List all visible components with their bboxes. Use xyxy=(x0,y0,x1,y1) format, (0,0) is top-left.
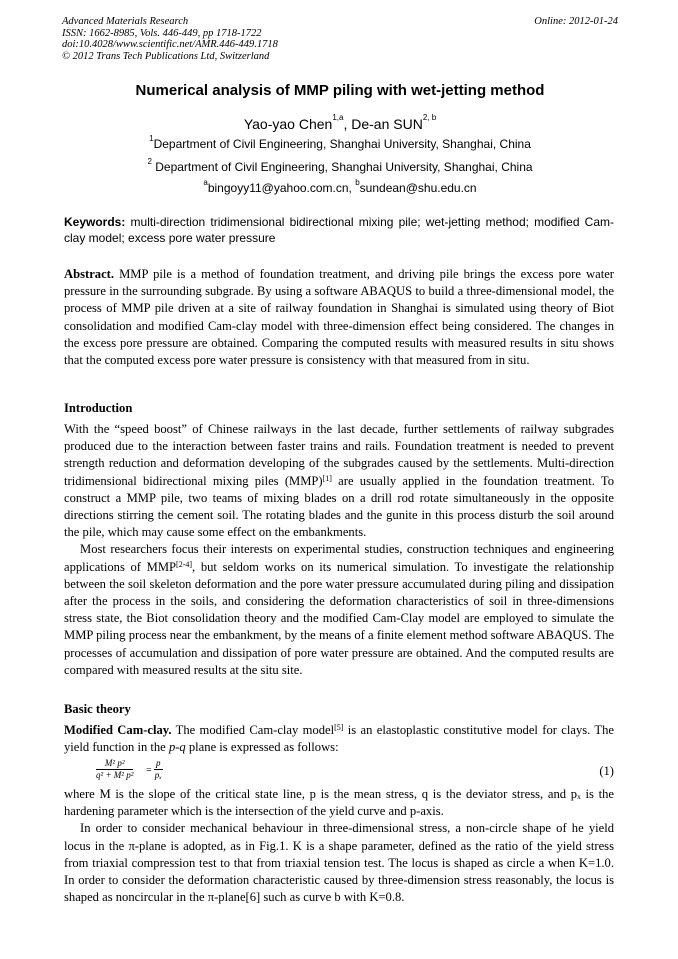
paragraph-text: With the “speed boost” of Chinese railways in the last decade, further settlements of railway subgrades produced due to the interaction between faster trains and rails. Foundation treatment is needed to prevent strength reduction and deformation developing of the subgrades caused by the settlements. Multi-direction tridimensional bidirectional mixing piles (MMP) xyxy=(64,422,614,488)
author-superscript: 2, b xyxy=(422,113,437,122)
issn-line: ISSN: 1662-8985, Vols. 446-449, pp 1718-1722 xyxy=(62,27,262,39)
pq-plane-label: p-q xyxy=(168,740,186,755)
equation-lhs-denominator: q² + M² p² xyxy=(96,770,134,780)
equation-number: (1) xyxy=(599,764,614,778)
paragraph-text: is an elastoplastic constitutive model for clays. The yield function in the xyxy=(64,723,614,755)
affiliation-text: Department of Civil Engineering, Shanghai University, Shanghai, China xyxy=(151,160,533,174)
paragraph-text: plane is expressed as follows: xyxy=(185,740,339,755)
author-name: Yao-yao Chen xyxy=(243,116,333,132)
author-line xyxy=(62,113,618,132)
equation-rhs-fraction xyxy=(154,758,163,781)
abstract xyxy=(64,266,614,369)
citation[interactable]: [5] xyxy=(334,723,344,732)
email-address[interactable]: sundean@shu.edu.cn xyxy=(359,181,477,195)
email-marker: b xyxy=(355,178,360,187)
email-line xyxy=(62,178,618,195)
paragraph: where M is the slope of the critical state line, p is the mean stress, q is the deviator stress, and pₓ is the hardening parameter which is the intersection of the yield curve and p-axis. xyxy=(64,787,614,819)
author-name: De-an SUN xyxy=(351,116,423,132)
paragraph xyxy=(64,541,614,679)
equation-equals: = xyxy=(146,765,152,776)
keywords xyxy=(64,214,614,246)
subsection-label: Modified Cam-clay. xyxy=(64,723,172,737)
equation-rhs-numerator: p xyxy=(156,758,161,768)
paragraph xyxy=(64,421,614,541)
journal-header xyxy=(62,16,618,62)
paragraph-text: , but seldom works on its numerical simulation. To investigate the relationship between the soil skeleton deformation and the pore water pressure accumulated during piling and dissipation after the process in the soils, and considering the deformation characteristics of soil in three-dimensions stress state, the Biot consolidation theory and the modified Cam-Clay model are employed to simulate the MMP piling process near the embankment, by the means of a finite element method software ABAQUS. The processes of accumulation and dissipation of pore water pressure are obtained. And the computed results are compared with measured results at the situ site. xyxy=(64,559,615,677)
journal-name: Advanced Materials Research xyxy=(62,16,189,27)
equation-1 xyxy=(96,756,614,786)
doi-line: doi:10.4028/www.scientific.net/AMR.446-449.1718 xyxy=(62,39,278,50)
affiliation-1 xyxy=(62,134,618,151)
abstract-text: MMP pile is a method of foundation treatment, and driving pile brings the excess pore water pressure in the surrounding subgrade. By using a software ABAQUS to build a three-dimensional model, the process of MMP pile driven at a site of railway foundation in Shanghai is simulated using theory of Biot consolidation and modified Cam-clay model with three-dimension effect being considered. The changes in the excess pore pressure are obtained. Comparing the computed results with measured results in situ shows that the computed excess pore water pressure is consistency with that measured from in situ. xyxy=(64,267,614,368)
basic-theory-body xyxy=(64,786,614,906)
keywords-label: Keywords: xyxy=(64,215,126,229)
citation[interactable]: [1] xyxy=(322,473,332,483)
section-heading-basic-theory: Basic theory xyxy=(64,702,131,716)
paragraph: In order to consider mechanical behaviour in three-dimensional stress, a non-circle shape of he yield locus in the π-plane is adopted, as in Fig.1. K is a shape parameter, defined as the ratio of the yield stress from triaxial compression test to that from triaxial tension test. The locus is shaped as circle a when K=1.0. In order to consider the deformation characteristic caused by three-dimension stress reasonably, the locus is shaped as noncircular in the π-plane[6] such as curve b with K=0.8. xyxy=(64,821,614,905)
affiliation-text: Department of Civil Engineering, Shanghai University, Shanghai, China xyxy=(153,137,531,151)
paper-title: Numerical analysis of MMP piling with wet-jetting method xyxy=(135,82,545,99)
paragraph-text: Most researchers focus their interests on experimental studies, construction techniques and engineering applications of MMP xyxy=(64,542,614,574)
affiliation-marker: 1 xyxy=(149,134,154,143)
affiliation-marker: 2 xyxy=(147,157,152,166)
equation-lhs-fraction xyxy=(96,758,133,781)
affiliation-2 xyxy=(62,157,618,174)
introduction-body xyxy=(64,421,614,679)
author-separator: , xyxy=(343,116,352,132)
copyright-line: © 2012 Trans Tech Publications Ltd, Switzerland xyxy=(62,50,270,62)
citation[interactable]: [2-4] xyxy=(176,559,193,569)
equation-lhs-numerator: M² p² xyxy=(96,758,133,770)
email-address[interactable]: bingoyy11@yahoo.com.cn, xyxy=(207,181,356,195)
equation-rhs-denominator: pₓ xyxy=(154,770,162,780)
paragraph-text: The modified Cam-clay model xyxy=(171,723,335,737)
basic-theory-intro xyxy=(64,722,614,756)
abstract-label: Abstract. xyxy=(64,267,115,281)
section-heading-introduction: Introduction xyxy=(64,401,133,415)
author-superscript: 1,a xyxy=(332,113,344,122)
online-date: Online: 2012-01-24 xyxy=(534,16,618,27)
keywords-text: multi-direction tridimensional bidirectional mixing pile; wet-jetting method; modified Cam-clay model; excess pore water pressure xyxy=(64,215,614,245)
paragraph-text: are usually applied in the foundation treatment. To construct a MMP pile, two teams of mixing blades on a drill rod rotate simultaneously in the opposite directions stirring the cement soil. The rotating blades and the gunite in this process disturb the soil around the pile, which may cause some effect on the embankments. xyxy=(64,473,614,540)
email-marker: a xyxy=(203,178,208,187)
